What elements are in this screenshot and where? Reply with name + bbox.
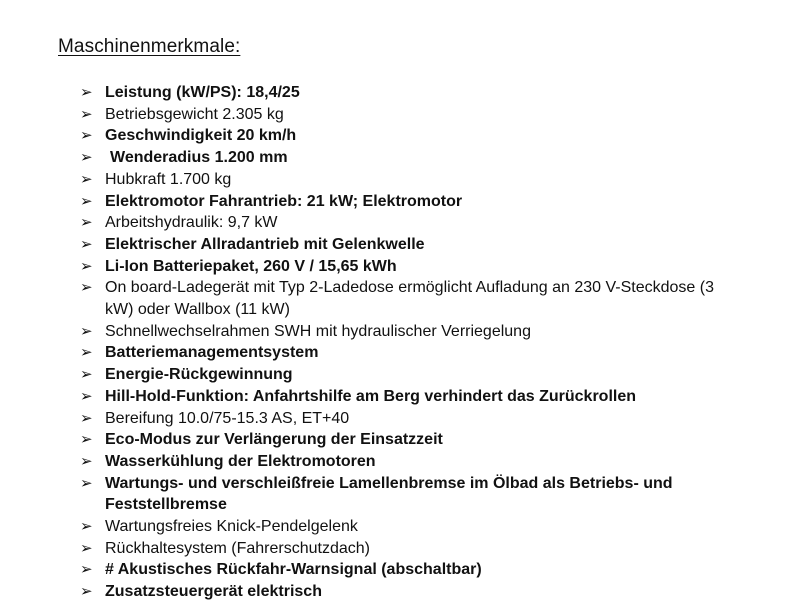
arrow-bullet-icon: ➢: [80, 561, 93, 579]
feature-item: [80, 277, 780, 320]
arrow-bullet-icon: ➢: [80, 127, 93, 145]
feature-text: Bereifung 10.0/75-15.3 AS, ET+40: [105, 409, 350, 427]
arrow-bullet-icon: ➢: [80, 105, 93, 123]
feature-text: Energie-Rückgewinnung: [105, 366, 293, 384]
arrow-bullet-icon: ➢: [80, 452, 93, 470]
arrow-bullet-icon: ➢: [80, 387, 93, 405]
feature-text: Geschwindigkeit 20 km/h: [105, 127, 297, 145]
feature-text: Leistung (kW/PS): 18,4/25: [105, 84, 300, 101]
feature-text: Arbeitshydraulik: 9,7 kW: [105, 214, 278, 232]
feature-item: [80, 321, 780, 343]
feature-item: [80, 451, 780, 473]
feature-text: Hill-Hold-Funktion: Anfahrtshilfe am Berg verhindert das Zurückrollen: [105, 387, 637, 405]
feature-text: Li-Ion Batteriepaket, 260 V / 15,65 kWh: [105, 257, 397, 275]
arrow-bullet-icon: ➢: [80, 366, 93, 384]
feature-text: Batteriemanagementsystem: [105, 344, 319, 362]
arrow-bullet-icon: ➢: [80, 84, 93, 101]
feature-text: On board-Ladegerät mit Typ 2-Ladedose ermöglicht Aufladung an 230 V-Steckdose (3 kW) oder Wallbox (11 kW): [105, 279, 714, 319]
arrow-bullet-icon: ➢: [80, 149, 93, 167]
feature-item: [80, 516, 780, 538]
feature-item: [80, 191, 780, 213]
feature-text: Zusatzsteuergerät elektrisch: [105, 583, 322, 601]
feature-text: Eco-Modus zur Verlängerung der Einsatzzeit: [105, 431, 443, 449]
arrow-bullet-icon: ➢: [80, 344, 93, 362]
feature-item: [80, 473, 780, 516]
feature-text: Wenderadius 1.200 mm: [110, 149, 288, 167]
feature-text: Elektrischer Allradantrieb mit Gelenkwelle: [105, 235, 425, 253]
arrow-bullet-icon: ➢: [80, 192, 93, 210]
feature-item: [80, 104, 780, 126]
feature-item: [80, 342, 780, 364]
arrow-bullet-icon: ➢: [80, 257, 93, 275]
arrow-bullet-icon: ➢: [80, 583, 93, 601]
arrow-bullet-icon: ➢: [80, 170, 93, 188]
feature-text: Rückhaltesystem (Fahrerschutzdach): [105, 539, 370, 557]
feature-text: Betriebsgewicht 2.305 kg: [105, 105, 284, 123]
arrow-bullet-icon: ➢: [80, 279, 93, 297]
section-heading: Maschinenmerkmale:: [58, 36, 241, 57]
feature-item: [80, 234, 780, 256]
feature-item: [80, 538, 780, 560]
arrow-bullet-icon: ➢: [80, 518, 93, 536]
feature-item: [80, 408, 780, 430]
feature-item: [80, 169, 780, 191]
arrow-bullet-icon: ➢: [80, 409, 93, 427]
feature-item: [80, 256, 780, 278]
arrow-bullet-icon: ➢: [80, 539, 93, 557]
arrow-bullet-icon: ➢: [80, 322, 93, 340]
feature-item: [80, 386, 780, 408]
feature-item: [80, 125, 780, 147]
feature-item: [80, 429, 780, 451]
feature-text: Elektromotor Fahrantrieb: 21 kW; Elektromotor: [105, 192, 463, 210]
arrow-bullet-icon: ➢: [80, 214, 93, 232]
feature-item: [80, 82, 780, 104]
feature-text: Wartungsfreies Knick-Pendelgelenk: [105, 518, 358, 536]
feature-text: Wartungs- und verschleißfreie Lamellenbremse im Ölbad als Betriebs- und Feststellbremse: [105, 474, 673, 514]
feature-item: [80, 364, 780, 386]
feature-text: # Akustisches Rückfahr-Warnsignal (abschaltbar): [105, 561, 482, 579]
feature-item: [80, 559, 780, 581]
arrow-bullet-icon: ➢: [80, 431, 93, 449]
feature-text: Hubkraft 1.700 kg: [105, 170, 232, 188]
arrow-bullet-icon: ➢: [80, 474, 93, 492]
feature-list: [80, 82, 780, 603]
arrow-bullet-icon: ➢: [80, 235, 93, 253]
feature-item: [80, 212, 780, 234]
feature-text: Schnellwechselrahmen SWH mit hydraulischer Verriegelung: [105, 322, 531, 340]
feature-item: [80, 147, 780, 169]
feature-text: Wasserkühlung der Elektromotoren: [105, 452, 376, 470]
